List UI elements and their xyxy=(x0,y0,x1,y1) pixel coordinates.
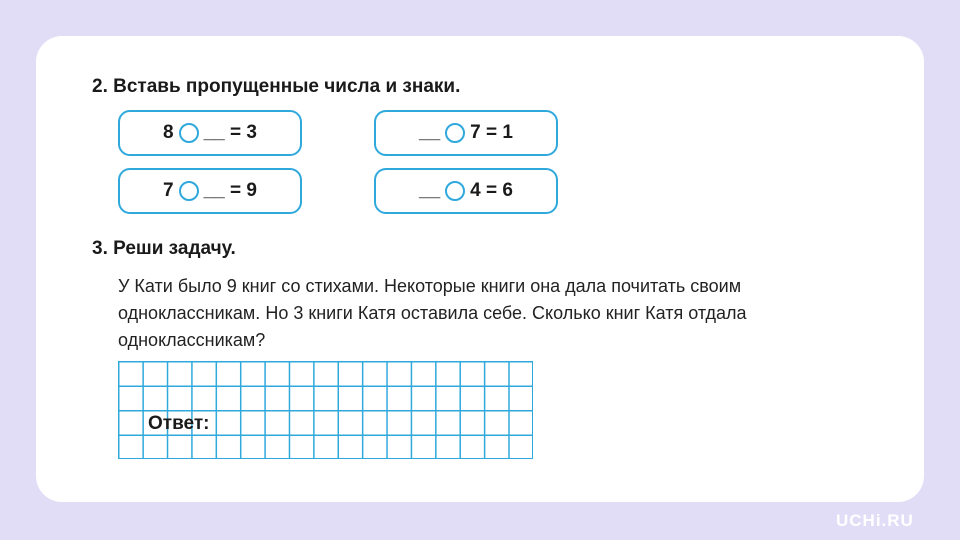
operator-circle-1[interactable] xyxy=(179,123,199,143)
operator-circle-2[interactable] xyxy=(445,123,465,143)
equation-4-right: 4 = 6 xyxy=(470,180,513,201)
answer-label: Ответ: xyxy=(148,413,210,434)
equation-4-left: __ xyxy=(419,180,441,201)
brand-logo: UCHi.RU xyxy=(836,511,914,530)
task-2-title: 2. Вставь пропущенные числа и знаки. xyxy=(92,76,461,97)
problem-text: У Кати было 9 книг со стихами. Некоторые книги она дала почитать своим одноклассникам. Но 3 книги Катя оставила себе. Сколько книг Катя отдала одноклассникам? xyxy=(118,276,747,350)
equation-3-right: __ = 9 xyxy=(203,180,257,201)
equation-box-3 xyxy=(118,168,302,214)
equation-box-4 xyxy=(374,168,558,214)
operator-circle-3[interactable] xyxy=(179,181,199,201)
task-3-title: 3. Реши задачу. xyxy=(92,238,236,259)
equation-1-left: 8 xyxy=(163,122,174,143)
equation-2-right: 7 = 1 xyxy=(470,122,513,143)
answer-grid[interactable] xyxy=(118,361,533,459)
equation-2-left: __ xyxy=(419,122,441,143)
equation-box-1 xyxy=(118,110,302,156)
equation-3-left: 7 xyxy=(163,180,174,201)
operator-circle-4[interactable] xyxy=(445,181,465,201)
equation-box-2 xyxy=(374,110,558,156)
equation-1-right: __ = 3 xyxy=(203,122,257,143)
